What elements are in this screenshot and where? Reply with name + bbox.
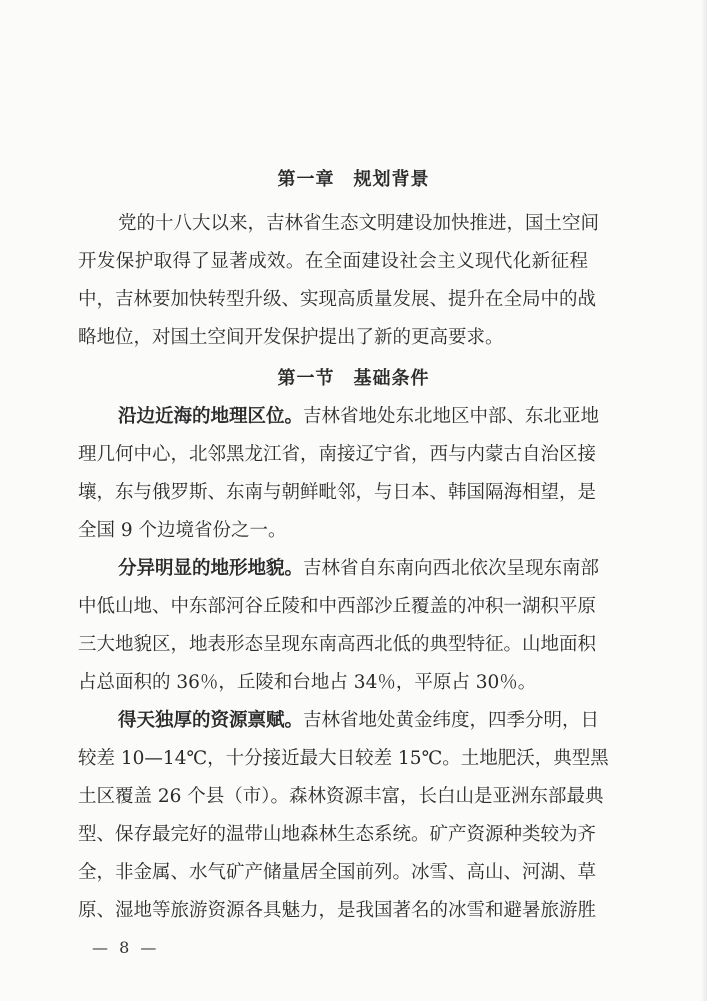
para2-line-4: 占总面积的 36％，丘陵和台地占 34％，平原占 30％。 xyxy=(78,672,537,693)
section-title: 第一节 基础条件 xyxy=(277,368,430,389)
para2-line-1 xyxy=(118,557,600,581)
intro-line-2: 开发保护取得了显著成效。在全面建设社会主义现代化新征程 xyxy=(78,251,588,272)
page-edge-shadow xyxy=(701,0,707,1001)
para2-line1-rest: 吉林省自东南向西北依次呈现东南部 xyxy=(303,558,600,579)
para3-line1-rest: 吉林省地处黄金纬度，四季分明，日 xyxy=(303,710,600,731)
para2-lead: 分异明显的地形地貌。 xyxy=(118,558,304,579)
para1-lead: 沿边近海的地理区位。 xyxy=(118,406,304,427)
para1-line-4: 全国 9 个边境省份之一。 xyxy=(78,520,287,541)
para2-line-2: 中低山地、中东部河谷丘陵和中西部沙丘覆盖的冲积一湖积平原 xyxy=(78,596,597,617)
intro-line-4: 略地位，对国土空间开发保护提出了新的更高要求。 xyxy=(78,327,504,348)
intro-line-3: 中，吉林要加快转型升级、实现高质量发展、提升在全局中的战 xyxy=(78,289,597,310)
para3-line-2: 较差 10—14℃，十分接近最大日较差 15℃。土地肥沃，典型黑 xyxy=(78,748,609,769)
para3-lead: 得天独厚的资源禀赋。 xyxy=(118,710,304,731)
para3-line-4: 型、保存最完好的温带山地森林生态系统。矿产资源种类较为齐 xyxy=(78,824,597,845)
para3-line-1 xyxy=(118,709,600,733)
para1-line1-rest: 吉林省地处东北地区中部、东北亚地 xyxy=(303,406,600,427)
para3-line-5: 全，非金属、水气矿产储量居全国前列。冰雪、高山、河湖、草 xyxy=(78,862,597,883)
para1-line-3: 壤，东与俄罗斯、东南与朝鲜毗邻，与日本、韩国隔海相望，是 xyxy=(78,482,597,503)
intro-line-1: 党的十八大以来，吉林省生态文明建设加快推进，国土空间 xyxy=(118,213,600,234)
para3-line-3: 土区覆盖 26 个县（市）。森林资源丰富，长白山是亚洲东部最典 xyxy=(78,786,604,807)
para1-line-1 xyxy=(118,405,600,429)
chapter-title: 第一章 规划背景 xyxy=(277,169,430,190)
page-number: — 8 — xyxy=(92,938,160,957)
para3-line-6: 原、湿地等旅游资源各具魅力，是我国著名的冰雪和避暑旅游胜 xyxy=(78,900,597,921)
para1-line-2: 理几何中心，北邻黑龙江省，南接辽宁省，西与内蒙古自治区接 xyxy=(78,444,597,465)
para2-line-3: 三大地貌区，地表形态呈现东南高西北低的典型特征。山地面积 xyxy=(78,634,597,655)
